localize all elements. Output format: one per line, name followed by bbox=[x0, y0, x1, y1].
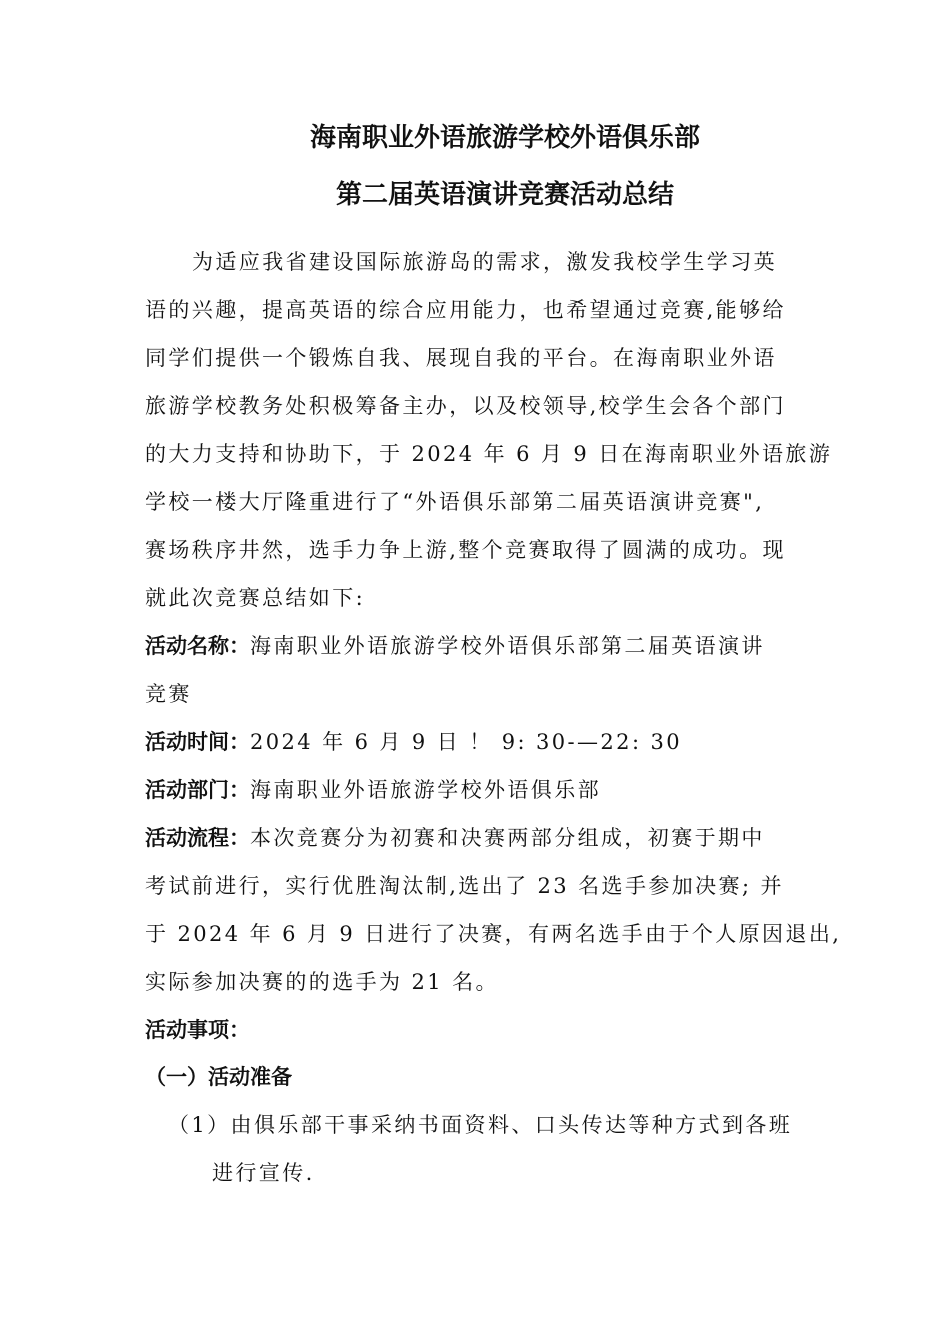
activity-name-label: 活动名称： bbox=[145, 634, 250, 658]
activity-flow-row bbox=[145, 823, 815, 853]
document-title-line1: 海南职业外语旅游学校外语俱乐部 bbox=[309, 123, 700, 153]
intro-line: 为适应我省建设国际旅游岛的需求，激发我校学生学习英 bbox=[192, 250, 777, 274]
list-item-continued: 进行宣传. bbox=[212, 1161, 315, 1185]
activity-flow-line: 于 2024 年 6 月 9 日进行了决赛，有两名选手由于个人原因退出, bbox=[145, 922, 842, 946]
activity-name-continued: 竞赛 bbox=[145, 682, 192, 706]
section-heading: （一）活动准备 bbox=[145, 1065, 292, 1089]
activity-dept-row bbox=[145, 775, 815, 805]
intro-line: 赛场秩序井然，选手力争上游,整个竞赛取得了圆满的成功。现 bbox=[145, 538, 786, 562]
activity-flow-label: 活动流程： bbox=[145, 826, 250, 850]
activity-flow-value: 本次竞赛分为初赛和决赛两部分组成，初赛于期中 bbox=[250, 826, 765, 850]
list-item: （1）由俱乐部干事采纳书面资料、口头传达等种方式到各班 bbox=[168, 1113, 793, 1137]
intro-line: 的大力支持和协助下，于 2024 年 6 月 9 日在海南职业外语旅游 bbox=[145, 442, 833, 466]
intro-line: 就此次竞赛总结如下: bbox=[145, 586, 366, 610]
intro-line: 语的兴趣，提高英语的综合应用能力，也希望通过竞赛,能够给 bbox=[145, 298, 786, 322]
activity-dept-value: 海南职业外语旅游学校外语俱乐部 bbox=[250, 778, 601, 802]
activity-name-row bbox=[145, 631, 815, 661]
intro-line: 同学们提供一个锻炼自我、展现自我的平台。在海南职业外语 bbox=[145, 346, 777, 370]
activity-items-heading: 活动事项： bbox=[145, 1018, 250, 1042]
activity-time-label: 活动时间： bbox=[145, 730, 250, 754]
activity-dept-label: 活动部门： bbox=[145, 778, 250, 802]
activity-time-row bbox=[145, 727, 815, 757]
intro-line: 学校一楼大厅隆重进行了“外语俱乐部第二届英语演讲竞赛", bbox=[145, 490, 765, 514]
intro-line: 旅游学校教务处积极筹备主办，以及校领导,校学生会各个部门 bbox=[145, 394, 786, 418]
document-title-line2: 第二届英语演讲竞赛活动总结 bbox=[335, 180, 674, 210]
activity-flow-line: 考试前进行，实行优胜淘汰制,选出了 23 名选手参加决赛; 并 bbox=[145, 874, 784, 898]
activity-time-value: 2024 年 6 月 9 日 ！ 9: 30-—22: 30 bbox=[250, 730, 683, 754]
activity-flow-line: 实际参加决赛的的选手为 21 名。 bbox=[145, 970, 499, 994]
activity-name-value: 海南职业外语旅游学校外语俱乐部第二届英语演讲 bbox=[250, 634, 765, 658]
